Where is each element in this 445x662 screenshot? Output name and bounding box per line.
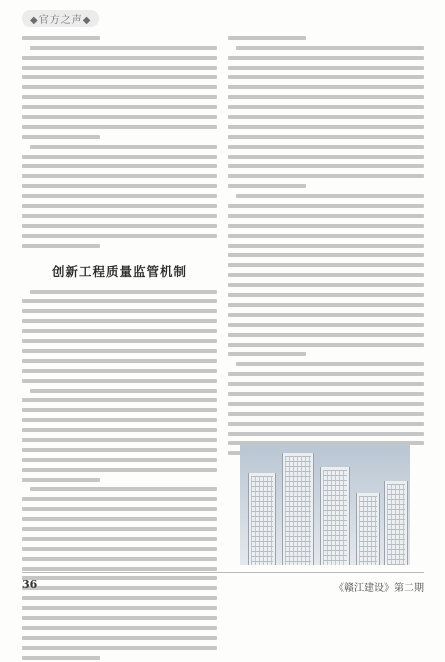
page-header xyxy=(0,0,445,30)
building-photo xyxy=(240,445,410,565)
body-text-placeholder xyxy=(22,36,217,248)
footer-rule xyxy=(22,572,424,573)
journal-name: 《赣江建设》第二期 xyxy=(334,583,424,594)
body-text-placeholder xyxy=(22,290,217,660)
body-text-placeholder xyxy=(228,36,424,455)
right-column xyxy=(228,30,424,457)
section-heading: 创新工程质量监管机制 xyxy=(51,263,187,279)
column-tag: ◆官方之声◆ xyxy=(22,10,99,27)
page-number: 36 xyxy=(22,578,38,591)
left-column xyxy=(22,30,217,662)
